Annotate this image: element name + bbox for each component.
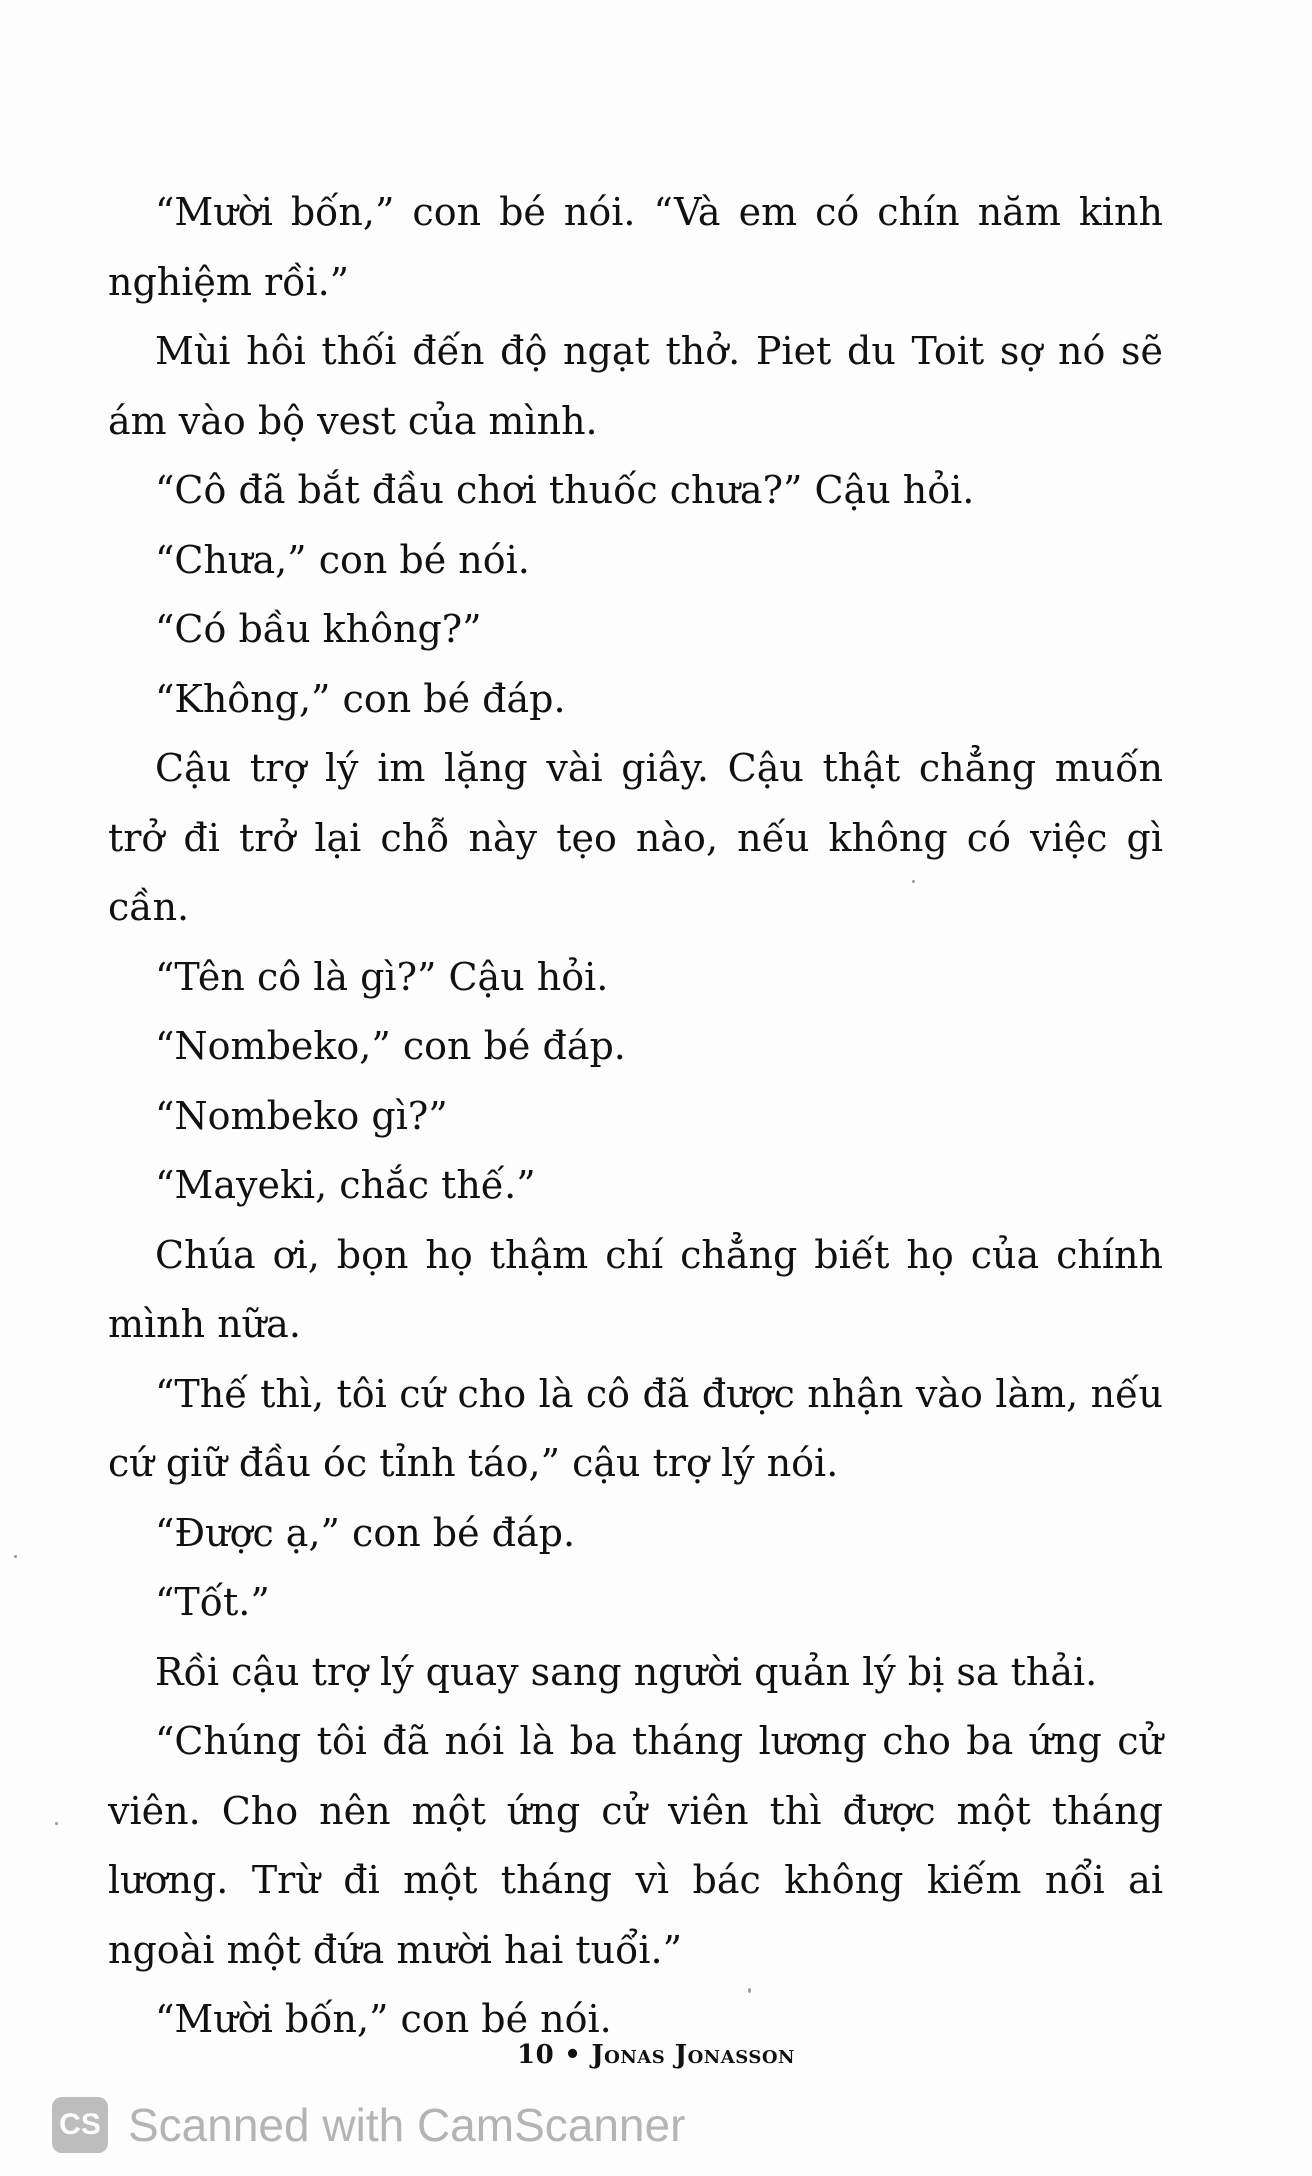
- scan-speck: [14, 1555, 17, 1558]
- camscanner-text: Scanned with CamScanner: [128, 2099, 686, 2151]
- camscanner-watermark: [52, 2094, 685, 2156]
- paragraph: “Tốt.”: [155, 1580, 270, 1624]
- page-footer: [0, 2040, 1312, 2070]
- paragraph: “Cô đã bắt đầu chơi thuốc chưa?” Cậu hỏi.: [155, 468, 975, 512]
- camscanner-logo: CS: [52, 2097, 108, 2153]
- paragraph: “Chúng tôi đã nói là ba tháng lương cho ba ứng cử viên. Cho nên một ứng cử viên thì được một tháng lương. Trừ đi một tháng vì bác không kiếm nổi ai ngoài một đứa mười hai tuổi.”: [108, 1719, 1163, 1972]
- paragraph: “Nombeko,” con bé đáp.: [155, 1024, 626, 1068]
- paragraph: “Được ạ,” con bé đáp.: [155, 1510, 576, 1555]
- paragraph: “Không,” con bé đáp.: [155, 676, 566, 721]
- paragraph: “Mười bốn,” con bé nói.: [155, 1997, 612, 2041]
- author-name: Jonas Jonasson: [591, 2040, 795, 2070]
- paragraph: “Chưa,” con bé nói.: [155, 537, 530, 582]
- scan-speck: [912, 880, 915, 883]
- scan-speck: [748, 1988, 751, 1993]
- paragraph: “Có bầu không?”: [155, 607, 482, 651]
- page-number: 10: [517, 2040, 555, 2070]
- body-text: [108, 178, 1163, 2055]
- paragraph: “Thế thì, tôi cứ cho là cô đã được nhận vào làm, nếu cứ giữ đầu óc tỉnh táo,” cậu trợ lý nói.: [108, 1371, 1163, 1485]
- paragraph: “Mayeki, chắc thế.”: [155, 1163, 536, 1207]
- paragraph: Rồi cậu trợ lý quay sang người quản lý bị sa thải.: [155, 1649, 1098, 1694]
- paragraph: Mùi hôi thối đến độ ngạt thở. Piet du Toit sợ nó sẽ ám vào bộ vest của mình.: [108, 329, 1163, 443]
- footer-bullet: •: [564, 2040, 582, 2070]
- paragraph: “Mười bốn,” con bé nói. “Và em có chín năm kinh nghiệm rồi.”: [108, 190, 1163, 304]
- scan-speck: [55, 1822, 58, 1825]
- paragraph: “Nombeko gì?”: [155, 1093, 448, 1138]
- paragraph: Cậu trợ lý im lặng vài giây. Cậu thật chẳng muốn trở đi trở lại chỗ này tẹo nào, nếu không có việc gì cần.: [108, 746, 1163, 929]
- paragraph: “Tên cô là gì?” Cậu hỏi.: [155, 954, 609, 999]
- paragraph: Chúa ơi, bọn họ thậm chí chẳng biết họ của chính mình nữa.: [108, 1232, 1163, 1346]
